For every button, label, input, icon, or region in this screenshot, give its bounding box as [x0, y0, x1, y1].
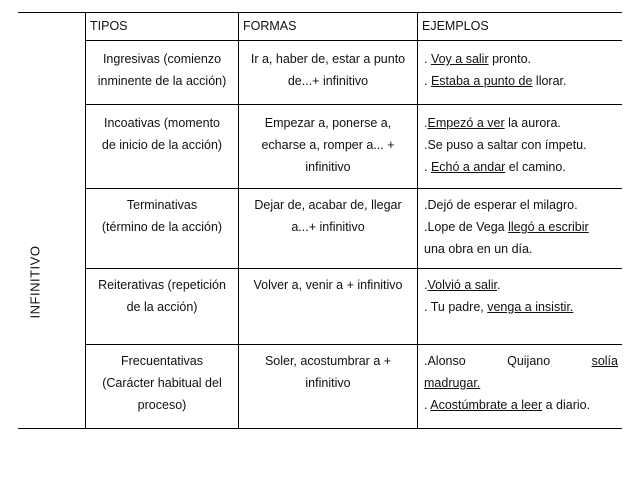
example-text: .: [424, 160, 431, 174]
cell-text: (término de la acción): [101, 220, 223, 234]
example-text: .: [424, 74, 431, 88]
underlined-phrase: llegó a escribir: [508, 220, 589, 234]
cell-text: de inicio de la acción): [101, 138, 223, 152]
cell-text: Volver a, venir a + infinitivo: [253, 278, 403, 292]
example-text: .Alonso: [424, 354, 466, 368]
example-text: .Dejó de esperar el milagro.: [424, 198, 578, 212]
example-line: [424, 156, 618, 178]
example-text: .: [424, 116, 428, 130]
example-text: la aurora.: [504, 116, 561, 130]
cell-text: Ir a, haber de, estar a punto: [250, 52, 406, 66]
cell-formas: [239, 350, 417, 394]
header-formas: FORMAS: [243, 19, 297, 33]
underlined-phrase: Voy a salir: [430, 52, 489, 66]
cell-text: (Carácter habitual del: [102, 376, 222, 390]
example-line: [424, 134, 618, 156]
underlined-phrase: madrugar.: [424, 376, 481, 390]
example-text: pronto.: [488, 52, 532, 66]
cell-ejemplos: [418, 112, 622, 178]
underlined-phrase: Volvió a salir: [427, 278, 497, 292]
cell-formas: [239, 48, 417, 92]
cell-text: Soler, acostumbrar a +: [264, 354, 392, 368]
example-text: .: [424, 278, 428, 292]
underlined-phrase: Estaba a punto de: [430, 74, 533, 88]
cell-ejemplos: [418, 274, 622, 318]
cell-text: a...+ infinitivo: [291, 220, 365, 234]
cell-formas: [239, 112, 417, 178]
cell-text: Frecuentativas: [121, 354, 203, 368]
example-text: .: [424, 398, 431, 412]
example-text: Quijano: [507, 354, 551, 368]
example-text: llorar.: [532, 74, 567, 88]
example-text: .Lope de Vega: [424, 220, 509, 234]
cell-tipo: [86, 350, 238, 416]
row-divider: [85, 104, 622, 105]
cell-text: infinitivo: [305, 376, 351, 390]
grammar-table: [18, 12, 622, 428]
cell-ejemplos: [418, 194, 622, 260]
cell-formas: [239, 194, 417, 238]
cell-text: Dejar de, acabar de, llegar: [254, 198, 402, 212]
underlined-phrase: Echó a andar: [430, 160, 506, 174]
cell-text: de...+ infinitivo: [287, 74, 369, 88]
cell-text: proceso): [137, 398, 187, 412]
underlined-phrase: venga a insistir.: [487, 300, 574, 314]
cell-text: Empezar a, ponerse a,: [264, 116, 392, 130]
row-divider: [85, 188, 622, 189]
example-line: [424, 70, 618, 92]
cell-tipo: [86, 112, 238, 156]
cell-text: infinitivo: [305, 160, 351, 174]
example-line: [424, 238, 618, 260]
example-line: [424, 274, 618, 296]
example-line: [424, 350, 618, 372]
example-line: [424, 216, 618, 238]
cell-text: Ingresivas (comienzo: [102, 52, 222, 66]
table-top-border: [18, 12, 622, 13]
cell-text: Incoativas (momento: [103, 116, 221, 130]
side-label: [20, 212, 50, 352]
cell-tipo: [86, 48, 238, 92]
cell-text: echarse a, romper a... +: [261, 138, 395, 152]
underlined-phrase: Empezó a ver: [427, 116, 505, 130]
cell-ejemplos: [418, 48, 622, 92]
header-ejemplos: EJEMPLOS: [422, 19, 489, 33]
example-line: [424, 296, 618, 318]
cell-formas: [239, 274, 417, 296]
example-text: .: [496, 278, 501, 292]
table-bottom-border: [18, 428, 622, 429]
row-divider: [85, 344, 622, 345]
row-divider: [85, 268, 622, 269]
example-text: .Se puso a saltar con ímpetu.: [424, 138, 587, 152]
cell-text: de la acción): [126, 300, 198, 314]
cell-tipo: [86, 194, 238, 238]
cell-text: Terminativas: [126, 198, 198, 212]
underlined-phrase: solía: [591, 354, 618, 368]
underlined-phrase: Acostúmbrate a leer: [430, 398, 543, 412]
example-text: .: [424, 52, 431, 66]
example-text: . Tu padre,: [424, 300, 488, 314]
example-line: [424, 112, 618, 134]
example-line: [424, 394, 618, 416]
side-label-text: INFINITIVO: [27, 245, 43, 319]
cell-text: Reiterativas (repetición: [98, 278, 226, 292]
row-divider: [85, 40, 622, 41]
cell-tipo: [86, 274, 238, 318]
cell-text: inminente de la acción): [97, 74, 227, 88]
example-text: una obra en un día.: [424, 242, 533, 256]
header-tipos: TIPOS: [90, 19, 128, 33]
example-text: el camino.: [505, 160, 566, 174]
example-line: [424, 48, 618, 70]
example-line: [424, 194, 618, 216]
example-line: [424, 372, 618, 394]
cell-ejemplos: [418, 350, 622, 416]
example-text: a diario.: [542, 398, 591, 412]
